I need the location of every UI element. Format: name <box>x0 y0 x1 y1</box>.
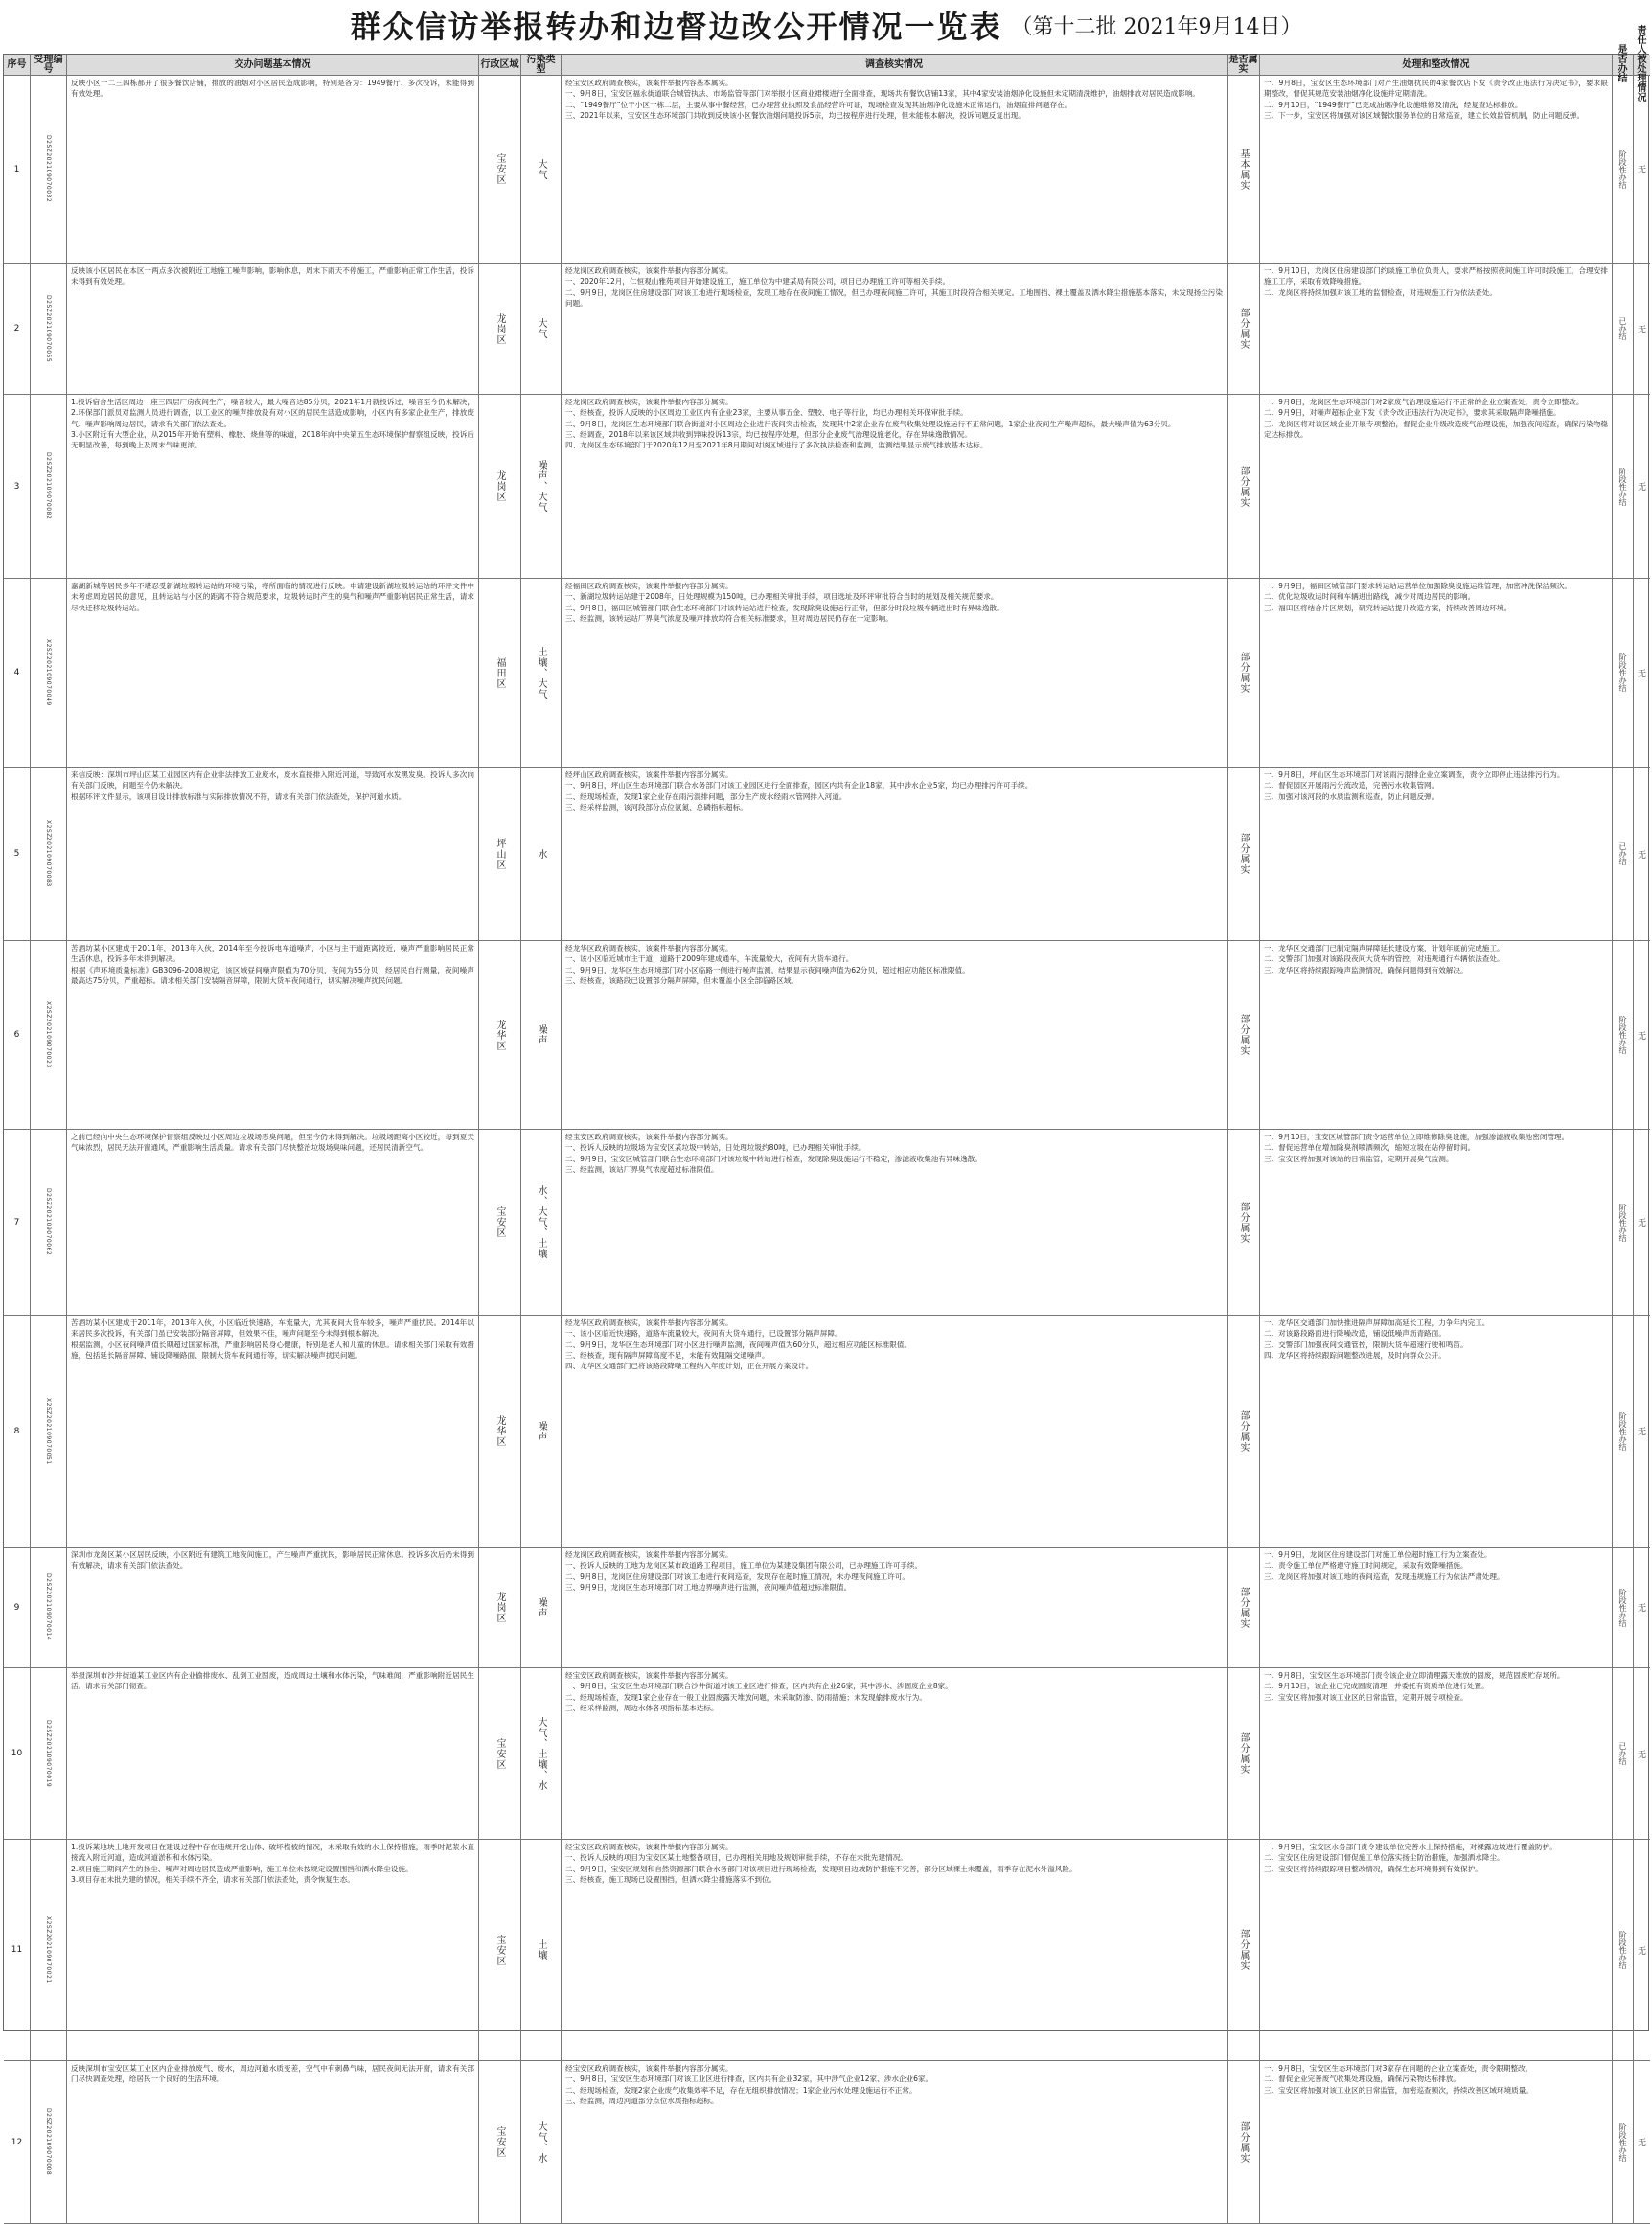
row-code: D2SZ202109070019 <box>31 1668 67 1840</box>
row-problem: 举报深圳市沙井街道某工业区内有企业偷排废水、乱倒工业固废，造成周边土壤和水体污染，气味难闻，严重影响附近居民生活。请求有关部门彻查。 <box>67 1668 479 1840</box>
row-done: 阶段性办结 <box>1613 579 1634 768</box>
header-district: 行政区域 <box>479 55 521 76</box>
row-ptype: 大气、土壤、水 <box>521 1668 562 1840</box>
row-investigation: 经宝安区政府调查核实，该案件举报内容部分属实。 一、投诉人反映的项目为宝安区某土地整备项目，已办理相关用地及规划审批手续，不存在未批先建情况。 二、9月9日，宝安区规划和自然资源部门联合水务部门对该项目进行现场检查，发现项目边坡防护措施不完善，部分区域裸土未覆盖，雨季存在泥水外溢风险。 三、经核查，施工现场已设置围挡，但洒水降尘措施落实不到位。 <box>562 1840 1228 2061</box>
row-verified: 部分属实 <box>1228 2061 1260 2224</box>
row-problem: 反映小区一二三四栋都开了很多餐饮店铺，排放的油烟对小区居民造成影响，特别是各为：1949餐厅、多次投诉，未能得到有效处理。 <box>67 76 479 264</box>
row-investigation: 经龙华区政府调查核实，该案件举报内容部分属实。 一、该小区临近城市主干道，道路于2009年建成通车，车流量较大，夜间有大货车通行。 二、9月9日，龙华区生态环境部门对小区临路一侧进行噪声监测，结果显示夜间噪声值为62分贝，超过相应功能区标准限值。 三、经核查，该路段已设置部分隔声屏障，但未覆盖小区全部临路区域。 <box>562 941 1228 1130</box>
row-done: 阶段性办结 <box>1613 1840 1634 2061</box>
header-verified: 是否属实 <box>1228 55 1260 76</box>
row-punish: 无 <box>1634 1840 1650 2061</box>
row-district: 龙岗区 <box>479 264 521 395</box>
row-ptype: 大气 <box>521 76 562 264</box>
row-code: X2SZ202109070051 <box>31 1316 67 1548</box>
row-investigation: 经宝安区政府调查核实，该案件举报内容部分属实。 一、投诉人反映的垃圾场为宝安区某垃圾中转站，日处理垃圾约80吨，已办理相关审批手续。 二、9月9日，宝安区城管部门联合生态环境部门对该垃圾中转站进行检查，发现除臭设施运行不稳定，渗滤液收集池有异味逸散。 三、经监测，该站厂界臭气浓度超过标准限值。 <box>562 1130 1228 1316</box>
row-code: X2SZ202109070083 <box>31 768 67 941</box>
header-ptype: 污染类型 <box>521 55 562 76</box>
row-no: 1 <box>4 76 31 264</box>
row-ptype: 土壤、大气 <box>521 579 562 768</box>
row-handling: 一、龙华区交通部门已制定隔声屏障延长建设方案，计划年底前完成施工。 二、交警部门加强对该路段夜间大货车的管控，对违规通行车辆依法查处。 三、龙华区将持续跟踪噪声监测情况，确保问题得到有效解决。 <box>1260 941 1613 1130</box>
row-code: D2SZ202109070055 <box>31 264 67 395</box>
row-code: D2SZ202109070062 <box>31 1130 67 1316</box>
row-no: 3 <box>4 395 31 579</box>
row-punish: 无 <box>1634 395 1650 579</box>
row-no: 10 <box>4 1668 31 1840</box>
row-verified: 部分属实 <box>1228 395 1260 579</box>
row-district: 坪山区 <box>479 768 521 941</box>
header-no: 序号 <box>4 55 31 76</box>
row-problem: 嘉湖新城等居民多年不堪忍受新湖垃圾转运站的环境污染，将所面临的情况进行反映。申请建设新湖垃圾转运站的环评文件中未考虑周边居民的意见，且转运站与小区的距离不符合规范要求，垃圾转运时产生的臭气和噪声严重影响居民正常生活，请求尽快迁移垃圾转运站。 <box>67 579 479 768</box>
row-no: 6 <box>4 941 31 1130</box>
row-problem: 1.投诉某地块土地开发项目在建设过程中存在违规开挖山体、破坏植被的情况，未采取有效的水土保持措施，雨季时泥浆水直接流入附近河道，造成河道淤积和水体污染。 2.项目施工期间产生的扬尘、噪声对周边居民造成严重影响，施工单位未按规定设置围挡和洒水降尘设施。 3.项目存在未批先建的情况，相关手续不齐全，请求有关部门依法查处，责令恢复生态。 <box>67 1840 479 2061</box>
row-verified: 部分属实 <box>1228 264 1260 395</box>
row-done: 阶段性办结 <box>1613 941 1634 1130</box>
row-investigation: 经坪山区政府调查核实，该案件举报内容部分属实。 一、9月8日，坪山区生态环境部门联合水务部门对该工业园区进行全面排查，园区内共有企业18家，其中涉水企业5家，均已办理排污许可手续。 二、经现场检查，发现1家企业存在雨污混排问题，部分生产废水经雨水管网排入河道。 三、经采样监测，该河段部分点位氨氮、总磷指标超标。 <box>562 768 1228 941</box>
title-sub: （第十二批 2021年9月14日） <box>1011 14 1302 39</box>
header-code: 受理编号 <box>31 55 67 76</box>
row-done: 阶段性办结 <box>1613 1316 1634 1548</box>
row-punish: 无 <box>1634 1548 1650 1668</box>
row-district: 宝安区 <box>479 2061 521 2224</box>
row-verified: 部分属实 <box>1228 579 1260 768</box>
row-handling: 一、9月9日，福田区城管部门要求转运站运营单位加强除臭设施运维管理，加密冲洗保洁频次。 二、优化垃圾收运时间和车辆进出路线，减少对周边居民的影响。 三、福田区将结合片区规划，研究转运站提升改造方案，持续改善周边环境。 <box>1260 579 1613 768</box>
row-verified: 部分属实 <box>1228 941 1260 1130</box>
row-handling: 一、9月8日，龙岗区生态环境部门对2家废气治理设施运行不正常的企业立案查处，责令立即整改。 二、9月9日，对噪声超标企业下发《责令改正违法行为决定书》，要求其采取隔声降噪措施。 三、龙岗区将对该区域企业开展专项整治，督促企业升级改造废气治理设施，加强夜间巡查，确保污染物稳定达标排放。 <box>1260 395 1613 579</box>
row-no: 11 <box>4 1840 31 2061</box>
row-handling: 一、9月8日，宝安区生态环境部门对3家存在问题的企业立案查处，责令限期整改。 二、督促企业完善废气收集处理设施，确保污染物达标排放。 三、宝安区将加强对该工业区的日常监管，加密巡查频次，持续改善区域环境质量。 <box>1260 2061 1613 2224</box>
row-verified: 部分属实 <box>1228 768 1260 941</box>
row-problem: 反映该小区居民在本区一两点多次被附近工地施工噪声影响，影响休息，周末下雨天不停施工，严重影响正常工作生活，投诉未得到有效处理。 <box>67 264 479 395</box>
row-punish: 无 <box>1634 1130 1650 1316</box>
row-done: 阶段性办结 <box>1613 2061 1634 2224</box>
row-verified: 基本属实 <box>1228 76 1260 264</box>
row-district: 龙华区 <box>479 1316 521 1548</box>
row-problem: 苦酒坊某小区建成于2011年，2013年入伙，2014年至今投诉电车道噪声，小区与主干道距离较近，噪声严重影响居民正常生活休息，投诉多年未得到解决。 根据《声环境质量标准》GB3096-2008规定，该区域昼间噪声限值为70分贝，夜间为55分贝，经居民自行测量，夜间噪声最高达75分贝，严重超标。请求相关部门安装隔音屏障，限制大货车夜间通行，切实解决噪声扰民问题。 <box>67 941 479 1130</box>
row-no: 12 <box>4 2061 31 2224</box>
row-investigation: 经宝安区政府调查核实，该案件举报内容部分属实。 一、9月8日，宝安区生态环境部门联合沙井街道对该工业区进行排查，区内共有企业26家，其中涉水、涉固废企业8家。 二、经现场检查，发现1家企业存在一般工业固废露天堆放问题，未采取防渗、防雨措施；未发现偷排废水行为。 三、经采样监测，周边水体各项指标基本达标。 <box>562 1668 1228 1840</box>
row-punish: 无 <box>1634 1316 1650 1548</box>
row-code: X2SZ202109070021 <box>31 1840 67 2061</box>
row-no: 8 <box>4 1316 31 1548</box>
row-done: 阶段性办结 <box>1613 395 1634 579</box>
row-done: 阶段性办结 <box>1613 76 1634 264</box>
row-verified: 部分属实 <box>1228 1840 1260 2061</box>
row-handling: 一、9月10日，宝安区城管部门责令运营单位立即维修除臭设施，加强渗滤液收集池密闭管理。 二、督促运营单位增加除臭剂喷洒频次，缩短垃圾在站停留时间。 三、宝安区将加强对该站的日常监管，定期开展臭气监测。 <box>1260 1130 1613 1316</box>
row-done: 阶段性办结 <box>1613 1130 1634 1316</box>
header-investigation: 调查核实情况 <box>562 55 1228 76</box>
row-verified: 部分属实 <box>1228 1130 1260 1316</box>
row-ptype: 土壤 <box>521 1840 562 2061</box>
row-ptype: 大气、水 <box>521 2061 562 2224</box>
row-verified: 部分属实 <box>1228 1316 1260 1548</box>
row-code: D2SZ202109070082 <box>31 395 67 579</box>
row-ptype: 大气 <box>521 264 562 395</box>
row-investigation: 经龙岗区政府调查核实，该案件举报内容部分属实。 一、投诉人反映的工地为龙岗区某市政道路工程项目，施工单位为某建设集团有限公司，已办理施工许可手续。 二、9月8日，龙岗区住房建设部门对该工地进行夜间巡查，发现存在超时施工情况，未办理夜间施工许可。 三、9月9日，龙岗区生态环境部门对工地边界噪声进行监测，夜间噪声值超过标准限值。 <box>562 1548 1228 1668</box>
row-ptype: 噪声 <box>521 941 562 1130</box>
header-done: 是否办结 <box>1613 55 1634 76</box>
row-punish: 无 <box>1634 579 1650 768</box>
row-district: 龙岗区 <box>479 1548 521 1668</box>
row-handling: 一、9月8日，宝安区生态环境部门对产生油烟扰民的4家餐饮店下发《责令改正违法行为决定书》，要求限期整改，督促其规范安装油烟净化设施并定期清洗。 二、9月10日，“1949餐厅”已完成油烟净化设施维修及清洗，经复查达标排放。 三、下一步，宝安区将加强对该区域餐饮服务单位的日常巡查，建立长效监管机制，防止问题反弹。 <box>1260 76 1613 264</box>
row-code: X2SZ202109070023 <box>31 941 67 1130</box>
row-no: 7 <box>4 1130 31 1316</box>
row-ptype: 噪声、大气 <box>521 395 562 579</box>
row-ptype: 水、大气、土壤 <box>521 1130 562 1316</box>
row-handling: 一、9月9日，宝安区水务部门责令建设单位完善水土保持措施，对裸露边坡进行覆盖防护。 二、宝安区住房建设部门督促施工单位落实扬尘防治措施，加强洒水降尘。 三、宝安区将持续跟踪项目整改情况，确保生态环境得到有效保护。 <box>1260 1840 1613 2061</box>
row-punish: 无 <box>1634 264 1650 395</box>
row-no: 9 <box>4 1548 31 1668</box>
row-no: 2 <box>4 264 31 395</box>
row-code: D2SZ202109070008 <box>31 2061 67 2224</box>
row-problem: 反映深圳市宝安区某工业区内企业排放废气、废水，周边河道水质变差，空气中有刺鼻气味，居民夜间无法开窗，请求有关部门尽快调查处理，给居民一个良好的生活环境。 <box>67 2061 479 2224</box>
row-handling: 一、9月8日，坪山区生态环境部门对该雨污混排企业立案调查，责令立即停止违法排污行为。 二、督促园区开展雨污分流改造，完善污水收集管网。 三、加强对该河段的水质监测和巡查，防止问题反弹。 <box>1260 768 1613 941</box>
row-no: 5 <box>4 768 31 941</box>
row-code: D2SZ202109070014 <box>31 1548 67 1668</box>
row-problem: 来信反映：深圳市坪山区某工业园区内有企业非法排放工业废水，废水直接排入附近河道，导致河水发黑发臭。投诉人多次向有关部门反映，问题至今仍未解决。 根据环评文件显示，该项目设计排放标准与实际排放情况不符，请求有关部门依法查处，保护河道水质。 <box>67 768 479 941</box>
row-investigation: 经龙岗区政府调查核实，该案件举报内容部分属实。 一、经核查，投诉人反映的小区周边工业区内有企业23家，主要从事五金、塑胶、电子等行业，均已办理相关环保审批手续。 二、9月8日，龙岗区生态环境部门联合街道对小区周边企业进行夜间突击检查，发现其中2家企业存在废气收集处理设施运行不正常问题，1家企业夜间生产噪声超标，最大噪声值为63分贝。 三、经调查，2018年以来该区域共收到异味投诉13宗，均已按程序处理，但部分企业废气治理设施老化，存在异味逸散情况。 四、龙岗区生态环境部门于2020年12月至2021年8月期间对该区域进行了多次执法检查和监测，监测结果显示废气排放基本达标。 <box>562 395 1228 579</box>
row-handling: 一、龙华区交通部门加快推进隔声屏障加高延长工程，力争年内完工。 二、对该路段路面进行降噪改造，铺设低噪声沥青路面。 三、交警部门加强夜间交通管控，限制大货车超速行驶和鸣笛。 四、龙华区将持续跟踪问题整改进展，及时向群众公开。 <box>1260 1316 1613 1548</box>
row-investigation: 经宝安区政府调查核实，该案件举报内容基本属实。 一、9月8日，宝安区福永街道联合城管执法、市场监管等部门对举报小区商业裙楼进行全面排查，现场共有餐饮店铺13家，其中4家安装油烟净化设施但未定期清洗维护，油烟排放对居民造成影响。 二、“1949餐厅”位于小区一栋二层，主要从事中餐经营，已办理营业执照及食品经营许可证，现场检查发现其油烟净化设施未正常运行，油烟直排问题存在。 三、2021年以来，宝安区生态环境部门共收到反映该小区餐饮油烟问题投诉5宗，均已按程序进行处理，但未能根本解决，投诉问题反复出现。 <box>562 76 1228 264</box>
row-investigation: 经福田区政府调查核实，该案件举报内容部分属实。 一、新湖垃圾转运站建于2008年，日处理规模为150吨，已办理相关审批手续，项目选址及环评审批符合当时的规划及相关规范要求。 二、9月8日，福田区城管部门联合生态环境部门对该转运站进行检查，发现除臭设施运行正常，但部分时段垃圾车辆进出时有异味逸散。 三、经监测，该转运站厂界臭气浓度及噪声排放均符合相关标准要求，但对周边居民仍存在一定影响。 <box>562 579 1228 768</box>
row-district: 福田区 <box>479 579 521 768</box>
row-problem: 深圳市龙岗区某小区居民反映，小区附近有建筑工地夜间施工，产生噪声严重扰民，影响居民正常休息。投诉多次后仍未得到有效解决，请求有关部门依法查处。 <box>67 1548 479 1668</box>
row-district: 宝安区 <box>479 1840 521 2061</box>
row-code: D2SZ202109070032 <box>31 76 67 264</box>
row-done: 已办结 <box>1613 1668 1634 1840</box>
row-district: 宝安区 <box>479 76 521 264</box>
row-problem: 1.投诉宿舍生活区周边一座三四层厂房夜间生产，噪音较大，最大噪音达85分贝，2021年1月就投诉过，噪音至今仍未解决，2.环保部门派员对监测人员进行调查，以工业区的噪声排放没有对小区的居民生活造成影响，小区内有多家企业生产，排放废气、噪声影响周边居民，请求有关部门依法查处。 3.小区附近有大型企业，从2015年开始有塑料、橡胶、烧焦等的味道，2018年向中央第五生态环境保护督察组反映，投诉后无明显改善，每到晚上及周末气味更浓。 <box>67 395 479 579</box>
row-district: 龙华区 <box>479 941 521 1130</box>
row-ptype: 噪声 <box>521 1548 562 1668</box>
page-title <box>0 0 1652 50</box>
title-main: 群众信访举报转办和边督边改公开情况一览表 <box>350 9 1002 45</box>
header-punish: 责任人被处理情况 <box>1634 55 1650 76</box>
row-district: 龙岗区 <box>479 395 521 579</box>
row-ptype: 噪声 <box>521 1316 562 1548</box>
row-done: 已办结 <box>1613 768 1634 941</box>
row-ptype: 水 <box>521 768 562 941</box>
row-done: 已办结 <box>1613 264 1634 395</box>
header-problem: 交办问题基本情况 <box>67 55 479 76</box>
row-district: 宝安区 <box>479 1668 521 1840</box>
row-handling: 一、9月8日，宝安区生态环境部门责令该企业立即清理露天堆放的固废，规范固废贮存场所。 二、9月10日，该企业已完成固废清理，并委托有资质单位进行处置。 三、宝安区将加强对该工业区的日常监管，定期开展专项检查。 <box>1260 1668 1613 1840</box>
row-handling: 一、9月9日，龙岗区住房建设部门对施工单位超时施工行为立案查处。 二、责令施工单位严格遵守施工时间规定，采取有效降噪措施。 三、龙岗区将加强对该工地的夜间巡查，发现违规施工行为依法严肃处理。 <box>1260 1548 1613 1668</box>
row-handling: 一、9月10日，龙岗区住房建设部门约谈施工单位负责人，要求严格按照夜间施工许可时段施工，合理安排施工工序，采取有效降噪措施。 二、龙岗区将持续加强对该工地的监督检查，对违规施工行为依法查处。 <box>1260 264 1613 395</box>
row-district: 宝安区 <box>479 1130 521 1316</box>
row-verified: 部分属实 <box>1228 1548 1260 1668</box>
row-code: X2SZ202109070049 <box>31 579 67 768</box>
row-punish: 无 <box>1634 76 1650 264</box>
row-problem: 之前已经向中央生态环境保护督察组反映过小区周边垃圾场恶臭问题，但至今仍未得到解决。垃圾场距离小区较近，每到夏天气味浓烈，居民无法开窗通风，严重影响生活质量。请求有关部门尽快整治垃圾场臭味问题，还居民清新空气。 <box>67 1130 479 1316</box>
row-no: 4 <box>4 579 31 768</box>
row-punish: 无 <box>1634 768 1650 941</box>
row-punish: 无 <box>1634 941 1650 1130</box>
row-punish: 无 <box>1634 2061 1650 2224</box>
row-punish: 无 <box>1634 1668 1650 1840</box>
row-done: 阶段性办结 <box>1613 1548 1634 1668</box>
row-investigation: 经宝安区政府调查核实，该案件举报内容部分属实。 一、9月8日，宝安区生态环境部门对该工业区进行排查，区内共有企业32家，其中涉气企业12家、涉水企业6家。 二、经现场检查，发现2家企业废气收集效率不足，存在无组织排放情况；1家企业污水处理设施运行不正常。 三、经监测，周边河道部分点位水质指标超标。 <box>562 2061 1228 2224</box>
row-verified: 部分属实 <box>1228 1668 1260 1840</box>
row-investigation: 经龙华区政府调查核实，该案件举报内容部分属实。 一、该小区临近快速路，道路车流量较大，夜间有大货车通行，已设置部分隔声屏障。 二、9月9日，龙华区生态环境部门对小区进行噪声监测，夜间噪声值为60分贝，超过相应功能区标准限值。 三、经核查，现有隔声屏障高度不足，未能有效阻隔交通噪声。 四、龙华区交通部门已将该路段降噪工程纳入年度计划，正在开展方案设计。 <box>562 1316 1228 1548</box>
header-handling: 处理和整改情况 <box>1260 55 1613 76</box>
row-problem: 苦酒坊某小区建成于2011年，2013年入伙，小区临近快速路，车流量大，尤其夜间大货车较多，噪声严重扰民。2014年以来居民多次投诉，有关部门虽已安装部分隔音屏障，但效果不佳，噪声问题至今未得到根本解决。 根据监测，小区夜间噪声值长期超过国家标准，严重影响居民身心健康，特别是老人和儿童的休息。请求相关部门采取有效措施，包括延长隔音屏障、铺设降噪路面、限制大货车夜间通行等，切实解决噪声扰民问题。 <box>67 1316 479 1548</box>
row-investigation: 经龙岗区政府调查核实，该案件举报内容部分属实。 一、2020年12月，仁恒观山雅苑项目开始建设施工，施工单位为中建某局有限公司，项目已办理施工许可等相关手续。 二、9月9日，龙岗区住房建设部门对该工地进行现场检查，发现工地存在夜间施工情况，但已办理夜间施工许可，其施工时段符合相关规定。工地围挡、裸土覆盖及洒水降尘措施基本落实，未发现扬尘污染问题。 <box>562 264 1228 395</box>
